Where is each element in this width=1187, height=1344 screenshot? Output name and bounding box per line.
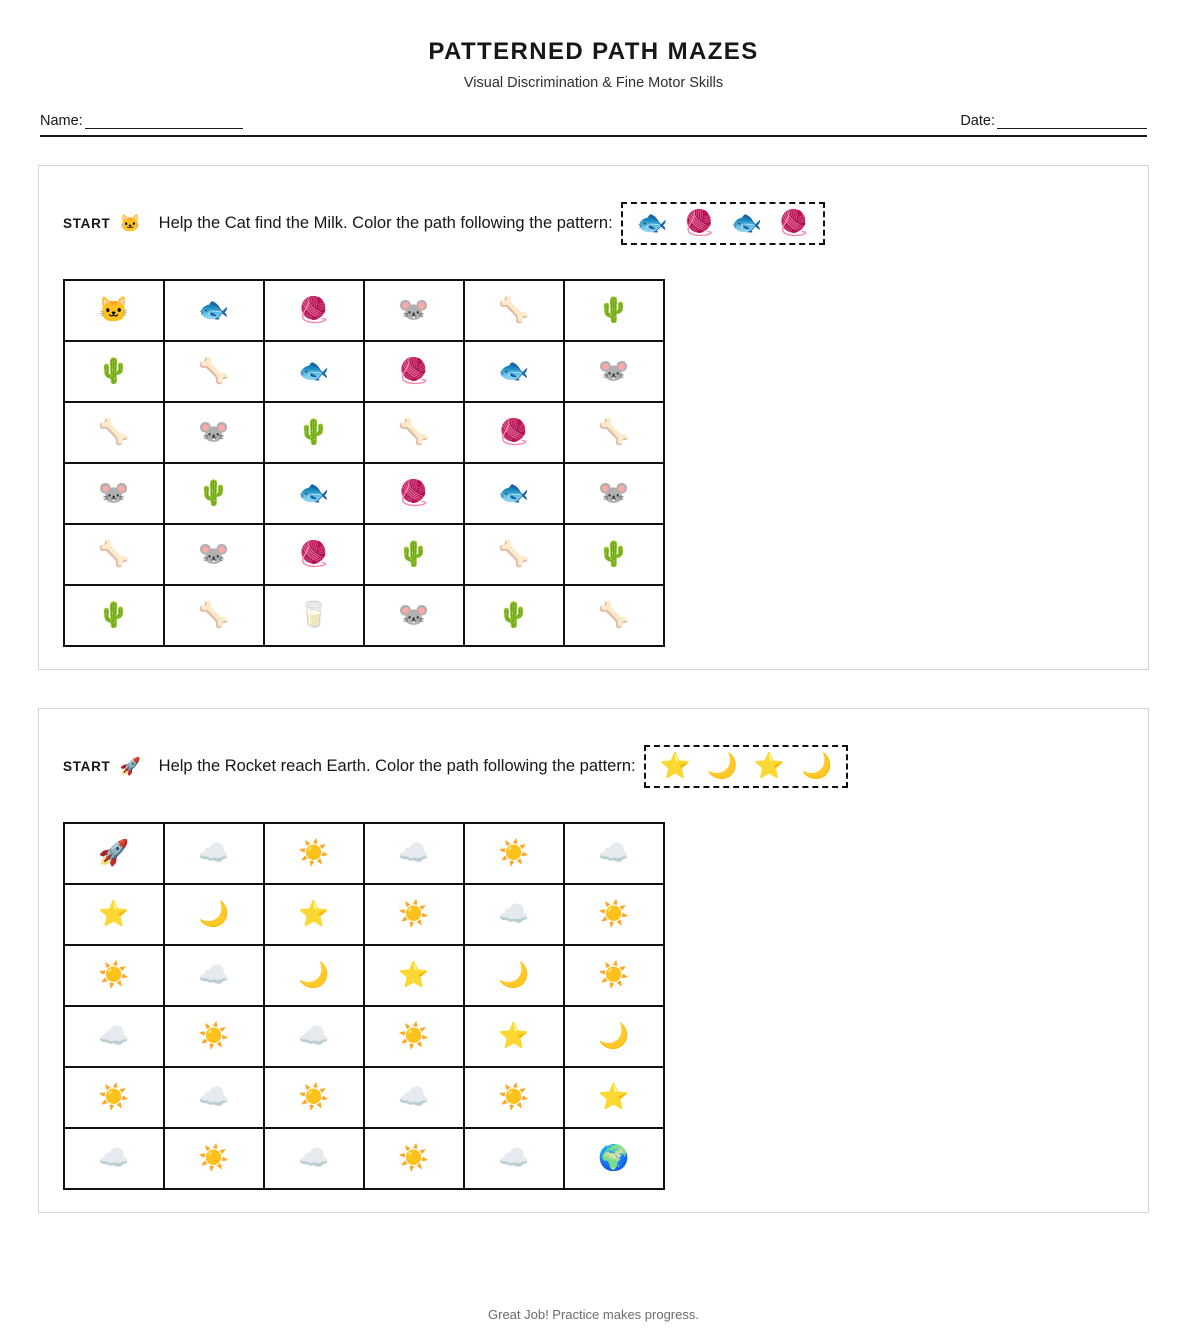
- maze-row: [64, 1128, 664, 1189]
- maze-cell-r4-c2[interactable]: 🌵: [164, 463, 264, 524]
- maze-cell-r2-c4[interactable]: ☀️: [364, 884, 464, 945]
- maze-cell-r2-c5[interactable]: 🐟: [464, 341, 564, 402]
- maze-cell-r4-c3[interactable]: 🐟: [264, 463, 364, 524]
- maze-cell-r5-c4[interactable]: 🌵: [364, 524, 464, 585]
- name-label: Name:: [40, 112, 83, 129]
- maze-cell-r5-c3[interactable]: 🧶: [264, 524, 364, 585]
- header-divider: [40, 135, 1147, 137]
- student-info-row: [40, 113, 1147, 129]
- name-field-group: [40, 113, 243, 129]
- maze-cell-r4-c1[interactable]: ☁️: [64, 1006, 164, 1067]
- maze-row: [64, 463, 664, 524]
- maze-cell-r1-c5[interactable]: 🦴: [464, 280, 564, 341]
- crescent-moon-icon: 🌙: [706, 751, 738, 780]
- maze-grid-wrapper: [39, 822, 1148, 1190]
- puzzle-panel-2: [38, 708, 1149, 1213]
- puzzle-prompt: [39, 202, 1148, 245]
- maze-cell-r6-c1[interactable]: ☁️: [64, 1128, 164, 1189]
- maze-cell-r6-c5[interactable]: ☁️: [464, 1128, 564, 1189]
- maze-row: [64, 823, 664, 884]
- maze-cell-r3-c4[interactable]: ⭐: [364, 945, 464, 1006]
- maze-cell-r1-c1[interactable]: 🚀: [64, 823, 164, 884]
- maze-cell-r1-c4[interactable]: ☁️: [364, 823, 464, 884]
- fish-icon: 🐟: [636, 208, 668, 237]
- maze-cell-r4-c6[interactable]: 🌙: [564, 1006, 664, 1067]
- maze-row: [64, 585, 664, 646]
- maze-row: [64, 945, 664, 1006]
- puzzle-prompt: [39, 745, 1148, 788]
- maze-cell-r4-c4[interactable]: 🧶: [364, 463, 464, 524]
- maze-cell-r3-c3[interactable]: 🌙: [264, 945, 364, 1006]
- yarn-icon: 🧶: [683, 208, 715, 237]
- date-label: Date:: [960, 112, 995, 129]
- maze-cell-r3-c6[interactable]: 🦴: [564, 402, 664, 463]
- cat-face-icon: 🐱: [119, 213, 141, 233]
- maze-cell-r4-c6[interactable]: 🐭: [564, 463, 664, 524]
- page-subtitle: Visual Discrimination & Fine Motor Skills: [463, 74, 724, 91]
- pattern-key-box: [621, 202, 826, 245]
- maze-cell-r1-c1[interactable]: 🐱: [64, 280, 164, 341]
- maze-cell-r2-c6[interactable]: ☀️: [564, 884, 664, 945]
- maze-cell-r1-c6[interactable]: ☁️: [564, 823, 664, 884]
- maze-cell-r4-c2[interactable]: ☀️: [164, 1006, 264, 1067]
- maze-cell-r3-c2[interactable]: ☁️: [164, 945, 264, 1006]
- maze-cell-r2-c6[interactable]: 🐭: [564, 341, 664, 402]
- maze-cell-r6-c1[interactable]: 🌵: [64, 585, 164, 646]
- maze-cell-r1-c2[interactable]: 🐟: [164, 280, 264, 341]
- maze-cell-r1-c2[interactable]: ☁️: [164, 823, 264, 884]
- maze-grid: [63, 279, 665, 647]
- puzzle-panel-1: [38, 165, 1149, 670]
- maze-cell-r4-c3[interactable]: ☁️: [264, 1006, 364, 1067]
- start-label: START: [63, 758, 111, 774]
- puzzle-panel-list: [38, 165, 1149, 1213]
- maze-row: [64, 1067, 664, 1128]
- maze-cell-r6-c5[interactable]: 🌵: [464, 585, 564, 646]
- puzzle-instruction: Help the Rocket reach Earth. Color the path following the pattern:: [158, 756, 636, 775]
- maze-grid-wrapper: [39, 279, 1148, 647]
- maze-row: [64, 524, 664, 585]
- rocket-icon: 🚀: [119, 756, 141, 776]
- maze-cell-r1-c4[interactable]: 🐭: [364, 280, 464, 341]
- star-icon: ⭐: [659, 751, 691, 780]
- maze-cell-r3-c1[interactable]: 🦴: [64, 402, 164, 463]
- maze-cell-r5-c1[interactable]: ☀️: [64, 1067, 164, 1128]
- maze-cell-r3-c4[interactable]: 🦴: [364, 402, 464, 463]
- star-icon: ⭐: [753, 751, 786, 780]
- maze-cell-r3-c6[interactable]: ☀️: [564, 945, 664, 1006]
- maze-cell-r5-c6[interactable]: 🌵: [564, 524, 664, 585]
- maze-cell-r5-c6[interactable]: ⭐: [564, 1067, 664, 1128]
- maze-cell-r3-c3[interactable]: 🌵: [264, 402, 364, 463]
- name-input-line[interactable]: [85, 117, 243, 129]
- crescent-moon-icon: 🌙: [801, 751, 833, 780]
- fish-icon: 🐟: [730, 208, 763, 237]
- maze-cell-r4-c5[interactable]: 🐟: [464, 463, 564, 524]
- maze-cell-r1-c5[interactable]: ☀️: [464, 823, 564, 884]
- maze-cell-r5-c2[interactable]: 🐭: [164, 524, 264, 585]
- page-title: PATTERNED PATH MAZES: [428, 38, 759, 65]
- maze-cell-r2-c2[interactable]: 🦴: [164, 341, 264, 402]
- pattern-key-box: [644, 745, 849, 788]
- maze-cell-r6-c6[interactable]: 🦴: [564, 585, 664, 646]
- maze-cell-r5-c5[interactable]: ☀️: [464, 1067, 564, 1128]
- maze-cell-r1-c6[interactable]: 🌵: [564, 280, 664, 341]
- maze-cell-r5-c4[interactable]: ☁️: [364, 1067, 464, 1128]
- worksheet-header: [0, 0, 1187, 91]
- maze-cell-r5-c5[interactable]: 🦴: [464, 524, 564, 585]
- maze-cell-r6-c3[interactable]: ☁️: [264, 1128, 364, 1189]
- maze-cell-r2-c3[interactable]: 🐟: [264, 341, 364, 402]
- maze-cell-r3-c5[interactable]: 🧶: [464, 402, 564, 463]
- maze-row: [64, 884, 664, 945]
- maze-cell-r4-c4[interactable]: ☀️: [364, 1006, 464, 1067]
- maze-cell-r5-c1[interactable]: 🦴: [64, 524, 164, 585]
- maze-cell-r2-c3[interactable]: ⭐: [264, 884, 364, 945]
- maze-cell-r2-c4[interactable]: 🧶: [364, 341, 464, 402]
- maze-cell-r6-c4[interactable]: ☀️: [364, 1128, 464, 1189]
- date-input-line[interactable]: [997, 117, 1147, 129]
- puzzle-instruction: Help the Cat find the Milk. Color the path following the pattern:: [158, 213, 613, 232]
- maze-cell-r1-c3[interactable]: 🧶: [264, 280, 364, 341]
- maze-row: [64, 280, 664, 341]
- yarn-icon: 🧶: [778, 208, 810, 237]
- footer-text: Great Job! Practice makes progress.: [488, 1307, 699, 1322]
- maze-cell-r2-c5[interactable]: ☁️: [464, 884, 564, 945]
- maze-cell-r6-c6[interactable]: 🌍: [564, 1128, 664, 1189]
- maze-cell-r5-c3[interactable]: ☀️: [264, 1067, 364, 1128]
- date-field-group: [960, 113, 1147, 129]
- maze-cell-r5-c2[interactable]: ☁️: [164, 1067, 264, 1128]
- maze-cell-r3-c1[interactable]: ☀️: [64, 945, 164, 1006]
- maze-cell-r6-c4[interactable]: 🐭: [364, 585, 464, 646]
- maze-cell-r4-c5[interactable]: ⭐: [464, 1006, 564, 1067]
- maze-row: [64, 341, 664, 402]
- maze-cell-r6-c3[interactable]: 🥛: [264, 585, 364, 646]
- maze-row: [64, 402, 664, 463]
- maze-cell-r3-c5[interactable]: 🌙: [464, 945, 564, 1006]
- maze-cell-r6-c2[interactable]: 🦴: [164, 585, 264, 646]
- maze-cell-r4-c1[interactable]: 🐭: [64, 463, 164, 524]
- maze-cell-r1-c3[interactable]: ☀️: [264, 823, 364, 884]
- maze-cell-r2-c1[interactable]: ⭐: [64, 884, 164, 945]
- maze-cell-r6-c2[interactable]: ☀️: [164, 1128, 264, 1189]
- maze-cell-r3-c2[interactable]: 🐭: [164, 402, 264, 463]
- maze-grid: [63, 822, 665, 1190]
- start-label: START: [63, 215, 111, 231]
- footer: [0, 1307, 1187, 1322]
- maze-row: [64, 1006, 664, 1067]
- maze-cell-r2-c2[interactable]: 🌙: [164, 884, 264, 945]
- maze-cell-r2-c1[interactable]: 🌵: [64, 341, 164, 402]
